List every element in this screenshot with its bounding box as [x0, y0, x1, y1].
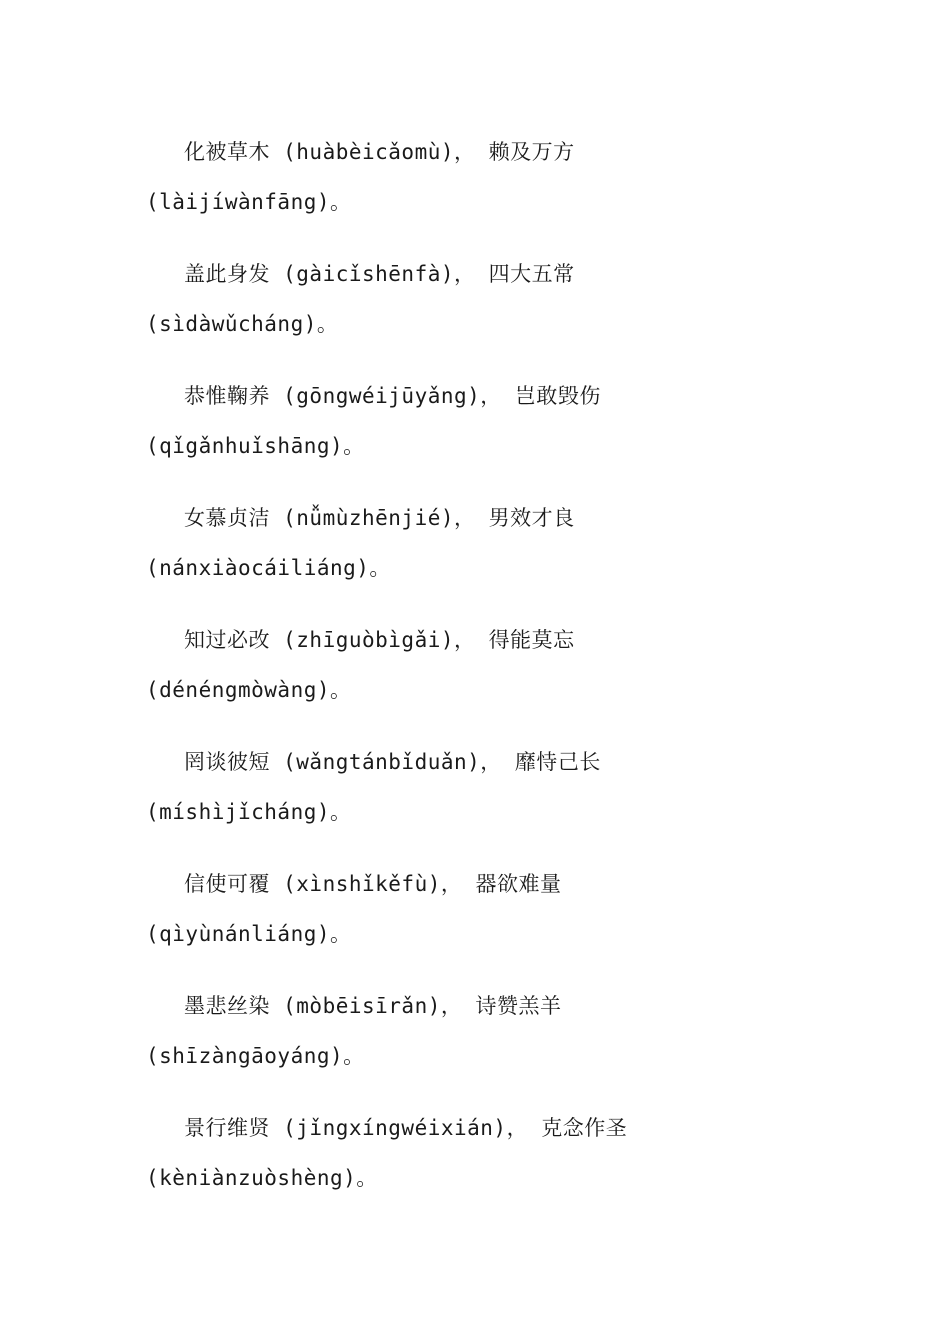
verse-line-1: 景行维贤 (jǐngxíngwéixián)， 克念作圣 — [184, 1116, 628, 1140]
verse-line-1: 女慕贞洁 (nǚmùzhēnjié)， 男效才良 — [184, 506, 575, 530]
verse-line-1: 墨悲丝染 (mòbēisīrǎn)， 诗赞羔羊 — [184, 994, 562, 1018]
verse-line-2: (shīzàngāoyáng)。 — [146, 1044, 365, 1068]
verse-line-2: (dénéngmòwàng)。 — [146, 678, 352, 702]
verse-line-2: (kèniànzuòshèng)。 — [146, 1166, 378, 1190]
verse-line-2: (míshìjǐcháng)。 — [146, 800, 352, 824]
verse-line-2: (sìdàwǔcháng)。 — [146, 312, 339, 336]
verse-line-1: 恭惟鞠养 (gōngwéijūyǎng)， 岂敢毁伤 — [184, 384, 601, 408]
verse-line-2: (làijíwànfāng)。 — [146, 190, 352, 214]
verse-line-1: 知过必改 (zhīguòbìgǎi)， 得能莫忘 — [184, 628, 575, 652]
verse-line-1: 信使可覆 (xìnshǐkěfù)， 器欲难量 — [184, 872, 562, 896]
verse-line-2: (qìyùnánliáng)。 — [146, 922, 352, 946]
verse-line-2: (nánxiàocáiliáng)。 — [146, 556, 391, 580]
verse-line-1: 罔谈彼短 (wǎngtánbǐduǎn)， 靡恃己长 — [184, 750, 601, 774]
verse-line-1: 盖此身发 (gàicǐshēnfà)， 四大五常 — [184, 262, 575, 286]
verse-line-2: (qǐgǎnhuǐshāng)。 — [146, 434, 365, 458]
verse-line-1: 化被草木 (huàbèicǎomù)， 赖及万方 — [184, 140, 575, 164]
